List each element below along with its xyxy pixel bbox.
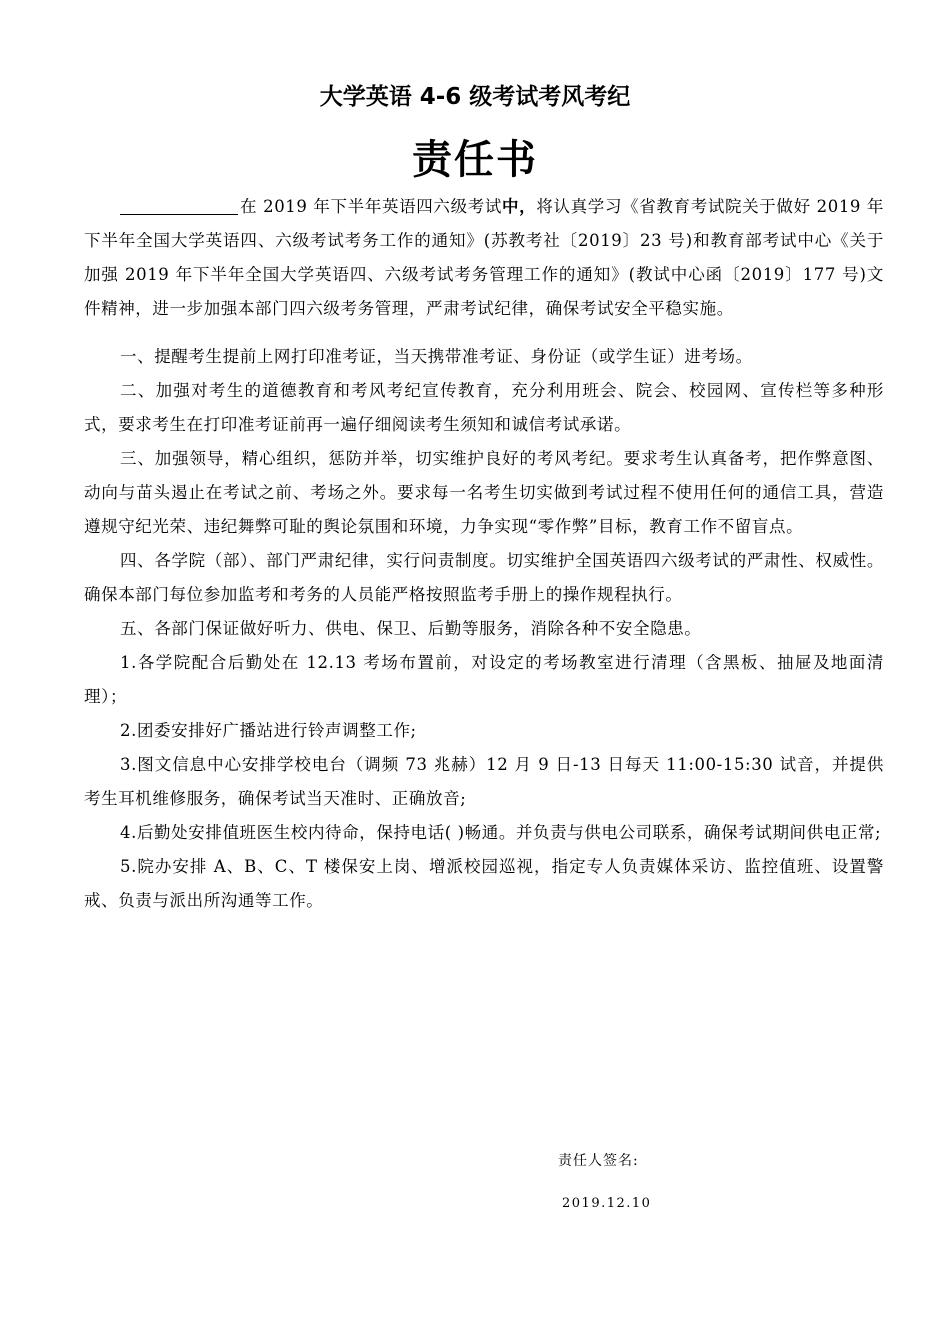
intro-paragraph — [84, 190, 884, 326]
document-body — [84, 190, 884, 918]
signature-label: 责任人签名: — [558, 1153, 639, 1169]
subitem-2: 2.团委安排好广播站进行铃声调整工作; — [120, 721, 417, 740]
item-2: 二、加强对考生的道德教育和考风考纪宣传教育，充分利用班会、院会、校园网、宣传栏等多种形式，要求考生在打印准考证前再一遍仔细阅读考生须知和诚信考试承诺。 — [84, 381, 884, 434]
subitem-3: 3.图文信息中心安排学校电台（调频 73 兆赫）12 月 9 日-13 日每天 11:00-15:30 试音，并提供考生耳机维修服务，确保考试当天准时、正确放音; — [84, 755, 884, 808]
subitem-4: 4.后勤处安排值班医生校内待命，保持电话( )畅通。并负责与供电公司联系，确保考试期间供电正常; — [120, 823, 882, 842]
item-5: 五、各部门保证做好听力、供电、保卫、后勤等服务，消除各种不安全隐患。 — [120, 619, 702, 638]
subitem-5: 5.院办安排 A、B、C、T 楼保安上岗、增派校园巡视，指定专人负责媒体采访、监控值班、设置警戒、负责与派出所沟通等工作。 — [84, 857, 884, 910]
item-3: 三、加强领导，精心组织，惩防并举，切实维护良好的考风考纪。要求考生认真备考，把作弊意图、动向与苗头遏止在考试之前、考场之外。要求每一名考生切实做到考试过程不使用任何的通信工具，营造遵规守纪光荣、违纪舞弊可耻的舆论氛围和环境，力争实现“零作弊”目标，教育工作不留盲点。 — [84, 449, 884, 536]
document-title: 大学英语 4-6 级考试考风考纪 — [319, 84, 631, 110]
document-subtitle: 责任书 — [412, 137, 538, 183]
item-4: 四、各学院（部）、部门严肃纪律，实行问责制度。切实维护全国英语四六级考试的严肃性、权威性。确保本部门每位参加监考和考务的人员能严格按照监考手册上的操作规程执行。 — [84, 551, 884, 604]
intro-bold: 中， — [502, 197, 537, 216]
intro-part1: 在 2019 年下半年英语四六级考试 — [240, 197, 503, 216]
intro-part2: 将认真学习《省教育考试院关于做好 2019 年下半年全国大学英语四、六级考试考务工作的通知》(苏教考社〔2019〕23 号)和教育部考试中心《关于加强 2019 年下半年全国大学英语四、六级考试考务管理工作的通知》(教试中心函〔2019〕177 号)文件精神，进一步加强本部门四六级考务管理，严肃考试纪律，确保考试安全平稳实施。 — [84, 197, 885, 318]
subitem-1: 1.各学院配合后勤处在 12.13 考场布置前，对设定的考场教室进行清理（含黑板、抽屉及地面清理）； — [84, 653, 884, 706]
item-1: 一、提醒考生提前上网打印准考证，当天携带准考证、身份证（或学生证）进考场。 — [120, 347, 753, 366]
name-blank[interactable] — [120, 194, 238, 215]
document-date: 2019.12.10 — [562, 1196, 652, 1211]
